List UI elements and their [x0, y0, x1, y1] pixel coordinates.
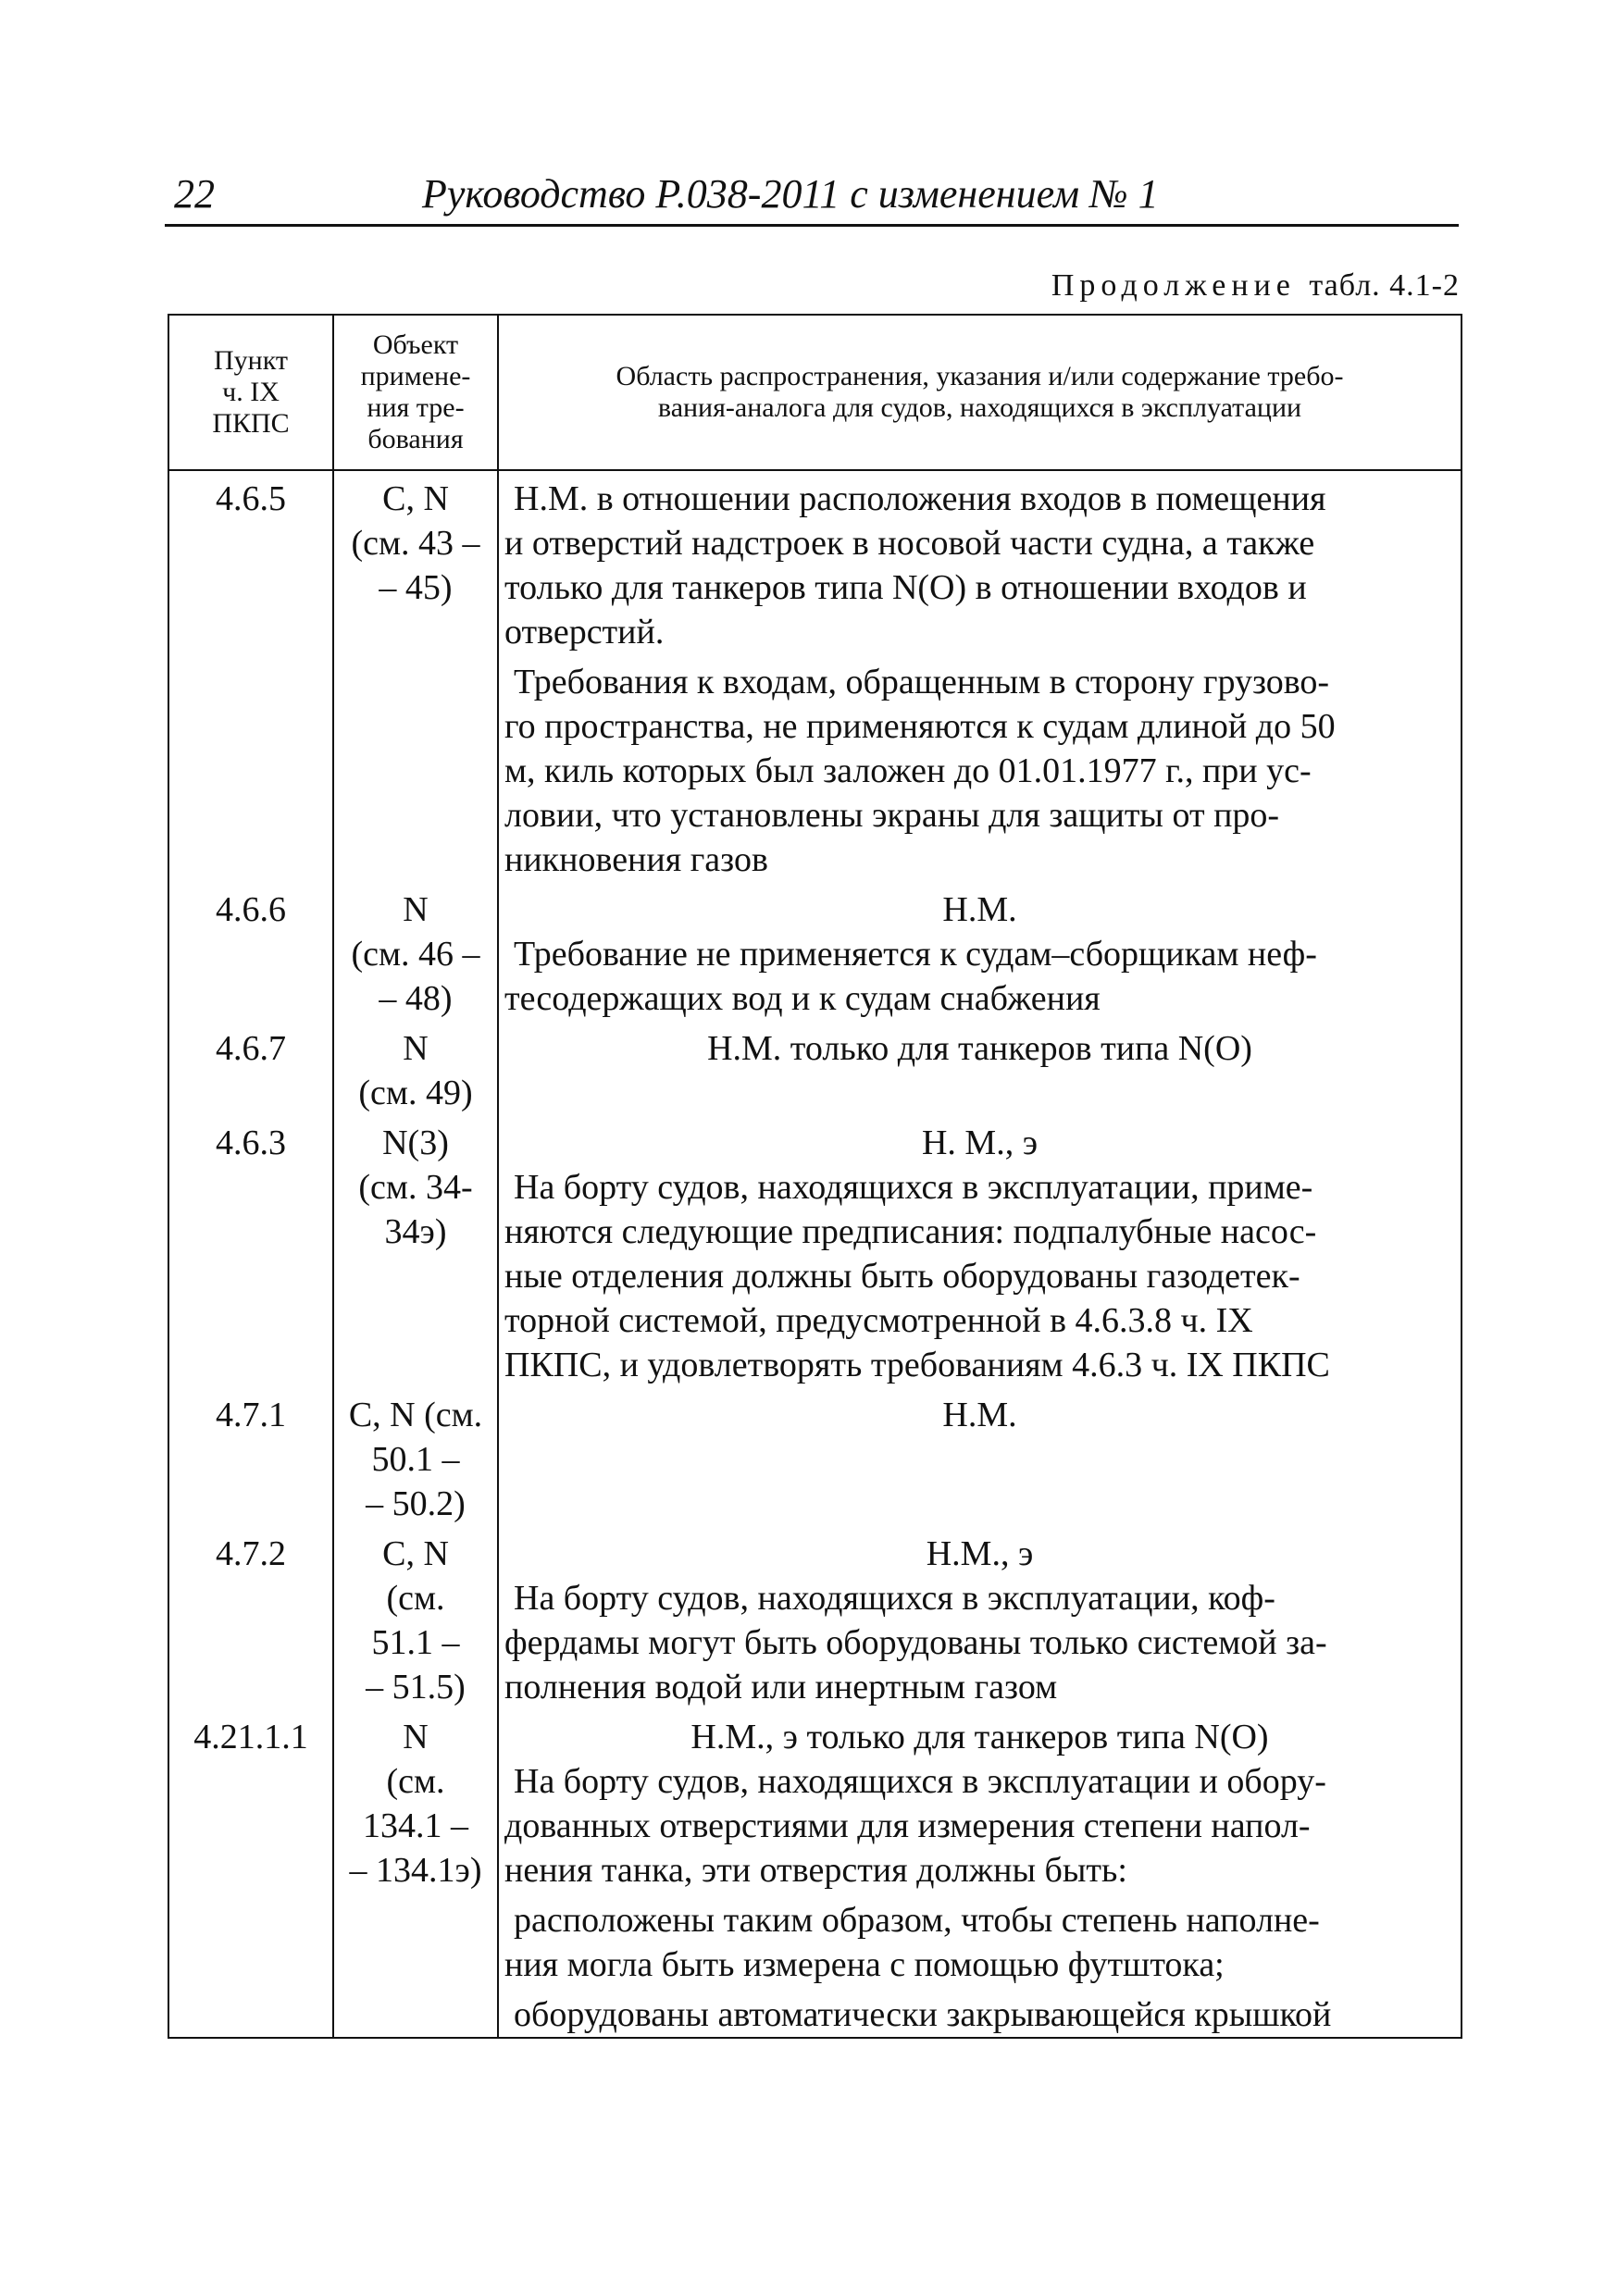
cell-point: 4.6.5 [168, 470, 333, 882]
object-line: C, N [382, 479, 449, 518]
content-line: Требования к входам, обращенным в сторону грузово- [514, 663, 1330, 701]
requirements-table [168, 314, 1462, 2039]
cell-point: 4.6.7 [168, 1021, 333, 1115]
cell-content [498, 1526, 1462, 1709]
content-paragraph [504, 471, 1455, 654]
cell-object [333, 1021, 498, 1115]
table-body [168, 470, 1462, 2038]
content-line: На борту судов, находящихся в эксплуатации, коф- [514, 1579, 1275, 1618]
cell-point: 4.21.1.1 [168, 1709, 333, 2038]
content-line: оборудованы автоматически закрывающейся крышкой [514, 1995, 1332, 2034]
cell-content [498, 1709, 1462, 2038]
object-line: 51.1 – [371, 1623, 460, 1662]
content-line: м, киль которых был заложен до 01.01.1977 г., при ус- [504, 751, 1312, 790]
content-paragraph [504, 1576, 1455, 1709]
content-line: няются следующие предписания: подпалубные насос- [504, 1212, 1317, 1251]
content-paragraph [504, 1992, 1455, 2037]
page-number: 22 [174, 171, 215, 217]
cell-object [333, 1526, 498, 1709]
content-line: расположены таким образом, чтобы степень наполне- [514, 1901, 1320, 1940]
table-row [168, 882, 1462, 1021]
table-row [168, 1526, 1462, 1709]
cell-content [498, 1387, 1462, 1526]
content-paragraph [504, 932, 1455, 1021]
header-object: Объект примене- ния тре- бования [333, 315, 498, 470]
object-line: C, N [382, 1534, 449, 1573]
table-row [168, 1387, 1462, 1526]
table-header-row [168, 315, 1462, 470]
cell-point: 4.6.6 [168, 882, 333, 1021]
content-heading: Н.М. только для танкеров типа N(O) [707, 1029, 1252, 1068]
cell-object [333, 1387, 498, 1526]
content-paragraph [504, 1898, 1455, 1987]
content-line: Требование не применяется к судам–сборщикам неф- [514, 935, 1317, 974]
cell-point: 4.7.2 [168, 1526, 333, 1709]
header-content: Область распространения, указания и/или содержание требо- вания-аналога для судов, находящихся в эксплуатации [498, 315, 1462, 470]
content-line: только для танкеров типа N(O) в отношении входов и [504, 568, 1307, 607]
cell-point: 4.6.3 [168, 1115, 333, 1387]
content-line: тесодержащих вод и к судам снабжения [504, 979, 1101, 1018]
content-paragraph [504, 1165, 1455, 1387]
page-header [165, 167, 1459, 227]
content-heading: Н.М., э [926, 1534, 1034, 1573]
header-point: Пункт ч. IX ПКПС [168, 315, 333, 470]
cell-point: 4.7.1 [168, 1387, 333, 1526]
cell-object [333, 882, 498, 1021]
content-line: дованных отверстиями для измерения степени напол- [504, 1806, 1311, 1845]
object-line: (см. 49) [358, 1074, 473, 1112]
continuation-word: Продолжение [1051, 268, 1296, 303]
object-line: C, N (см. [348, 1396, 483, 1434]
object-line: (см. 43 – [351, 524, 480, 563]
content-paragraph [504, 660, 1455, 882]
content-line: фердамы могут быть оборудованы только системой за- [504, 1623, 1327, 1662]
object-line: – 48) [379, 979, 453, 1018]
object-line: (см. 46 – [351, 935, 480, 974]
running-title: Руководство Р.038-2011 с изменением № 1 [422, 171, 1159, 217]
cell-content [498, 470, 1462, 882]
table-row [168, 470, 1462, 882]
content-line: полнения водой или инертным газом [504, 1668, 1058, 1706]
content-heading: Н.М. [942, 890, 1017, 929]
object-line: – 51.5) [366, 1668, 466, 1706]
content-line: отверстий. [504, 613, 665, 652]
object-line: – 45) [379, 568, 453, 607]
object-line: N [403, 1718, 429, 1756]
content-line: никновения газов [504, 840, 768, 879]
content-heading: Н.М., э только для танкеров типа N(O) [690, 1718, 1269, 1756]
content-line: На борту судов, находящихся в эксплуатации и обору- [514, 1762, 1326, 1801]
content-line: торной системой, предусмотренной в 4.6.3.8 ч. IX [504, 1301, 1253, 1340]
object-line: 134.1 – [363, 1806, 468, 1845]
content-paragraph [504, 1759, 1455, 1893]
object-line: 34э) [384, 1212, 447, 1251]
content-line: ПКПС, и удовлетворять требованиям 4.6.3 ч. IX ПКПС [504, 1346, 1330, 1384]
content-line: и отверстий надстроек в носовой части судна, а также [504, 524, 1315, 563]
cell-object [333, 470, 498, 882]
content-line: ния могла быть измерена с помощью футштока; [504, 1945, 1225, 1984]
object-line: 50.1 – [371, 1440, 460, 1479]
object-line: N(3) [382, 1123, 449, 1162]
object-line: – 134.1э) [349, 1851, 482, 1890]
content-heading: Н.М. [942, 1396, 1017, 1434]
object-line: (см. [386, 1579, 445, 1618]
cell-content [498, 1021, 1462, 1115]
object-line: N [403, 890, 429, 929]
table-row [168, 1709, 1462, 2038]
cell-content [498, 882, 1462, 1021]
object-line: (см. [386, 1762, 445, 1801]
object-line: – 50.2) [366, 1484, 466, 1523]
content-line: го пространства, не применяются к судам длиной до 50 [504, 707, 1336, 746]
content-line: ные отделения должны быть оборудованы газодетек- [504, 1257, 1300, 1296]
table-continuation-label [1051, 268, 1460, 304]
table-reference: табл. 4.1-2 [1309, 268, 1460, 303]
content-line: На борту судов, находящихся в эксплуатации, приме- [514, 1168, 1313, 1207]
object-line: (см. 34- [358, 1168, 473, 1207]
table-row [168, 1115, 1462, 1387]
content-heading: Н. М., э [921, 1123, 1039, 1162]
table-row [168, 1021, 1462, 1115]
object-line: N [403, 1029, 429, 1068]
content-line: Н.М. в отношении расположения входов в помещения [514, 479, 1326, 518]
cell-content [498, 1115, 1462, 1387]
cell-object [333, 1709, 498, 2038]
content-line: нения танка, эти отверстия должны быть: [504, 1851, 1127, 1890]
cell-object [333, 1115, 498, 1387]
content-line: ловии, что установлены экраны для защиты от про- [504, 796, 1280, 835]
